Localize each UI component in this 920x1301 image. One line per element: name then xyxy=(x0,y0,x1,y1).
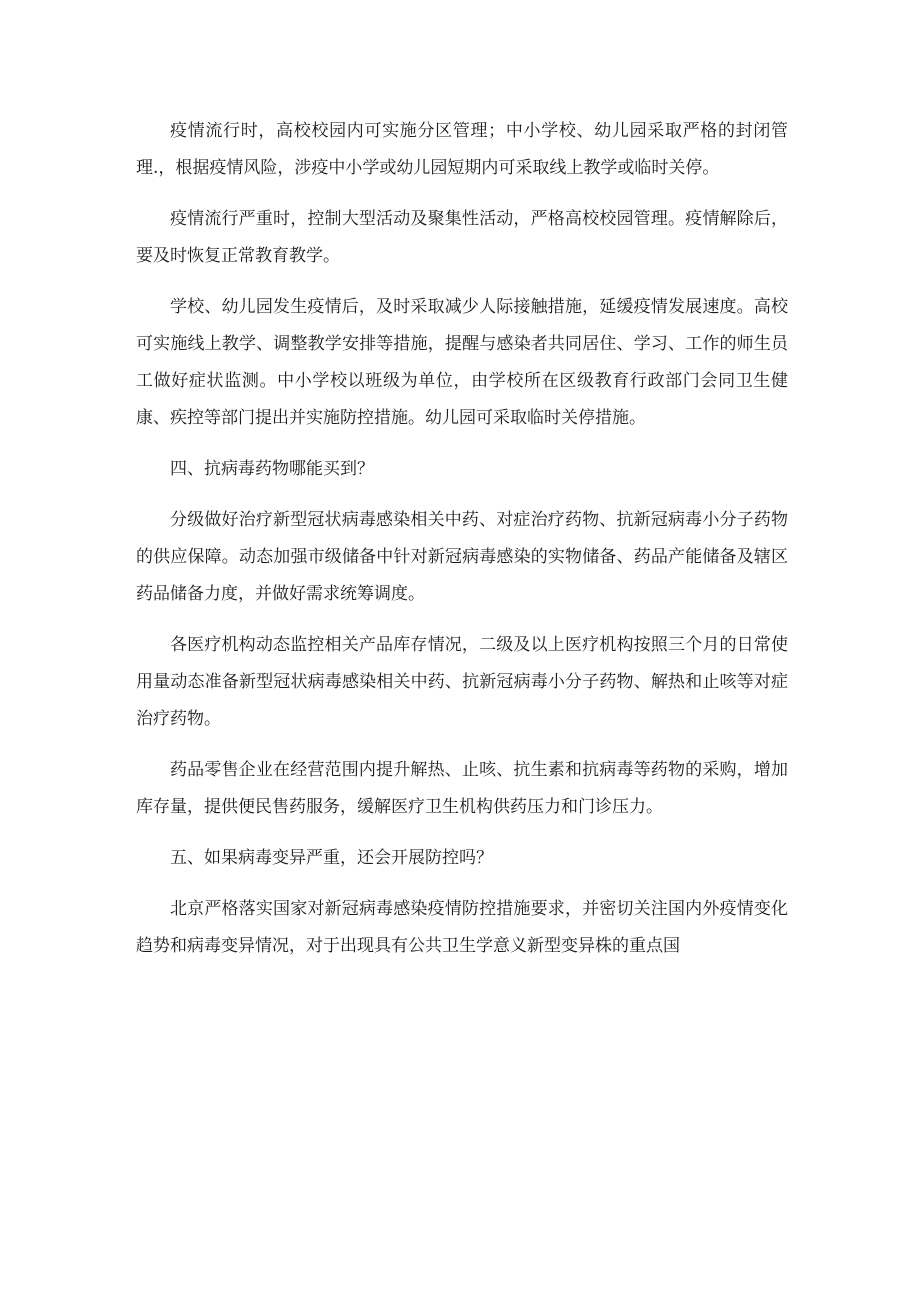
paragraph-beijing-measures: 北京严格落实国家对新冠病毒感染疫情防控措施要求，并密切关注国内外疫情变化趋势和病毒变异情况，对于出现具有公共卫生学意义新型变异株的重点国 xyxy=(136,899,788,956)
section-heading-virus-variation: 五、如果病毒变异严重，还会开展防控吗？ xyxy=(170,848,493,868)
paragraph-retail-pharmacy: 药品零售企业在经营范围内提升解热、止咳、抗生素和抗病毒等药物的采购，增加库存量，提供便民售药服务，缓解医疗卫生机构供药压力和门诊压力。 xyxy=(136,760,788,817)
paragraph-severe-epidemic: 疫情流行严重时，控制大型活动及聚集性活动，严格高校校园管理。疫情解除后，要及时恢复正常教育教学。 xyxy=(136,209,788,266)
document-body xyxy=(136,113,788,979)
paragraph-drug-supply: 分级做好治疗新型冠状病毒感染相关中药、对症治疗药物、抗新冠病毒小分子药物的供应保障。动态加强市级储备中针对新冠病毒感染的实物储备、药品产能储备及辖区药品储备力度，并做好需求统筹调度。 xyxy=(136,510,788,604)
paragraph-medical-inventory: 各医疗机构动态监控相关产品库存情况，二级及以上医疗机构按照三个月的日常使用量动态准备新型冠状病毒感染相关中药、抗新冠病毒小分子药物、解热和止咳等对症治疗药物。 xyxy=(136,635,788,729)
paragraph-school-outbreak: 学校、幼儿园发生疫情后，及时采取减少人际接触措施，延缓疫情发展速度。高校可实施线上教学、调整教学安排等措施，提醒与感染者共同居住、学习、工作的师生员工做好症状监测。中小学校以班级为单位，由学校所在区级教育行政部门会同卫生健康、疾控等部门提出并实施防控措施。幼儿园可采取临时关停措施。 xyxy=(136,297,788,428)
paragraph-school-management: 疫情流行时，高校校园内可实施分区管理；中小学校、幼儿园采取严格的封闭管理.，根据疫情风险，涉疫中小学或幼儿园短期内可采取线上教学或临时关停。 xyxy=(136,121,788,178)
section-heading-antiviral-drugs: 四、抗病毒药物哪能买到？ xyxy=(170,459,374,479)
